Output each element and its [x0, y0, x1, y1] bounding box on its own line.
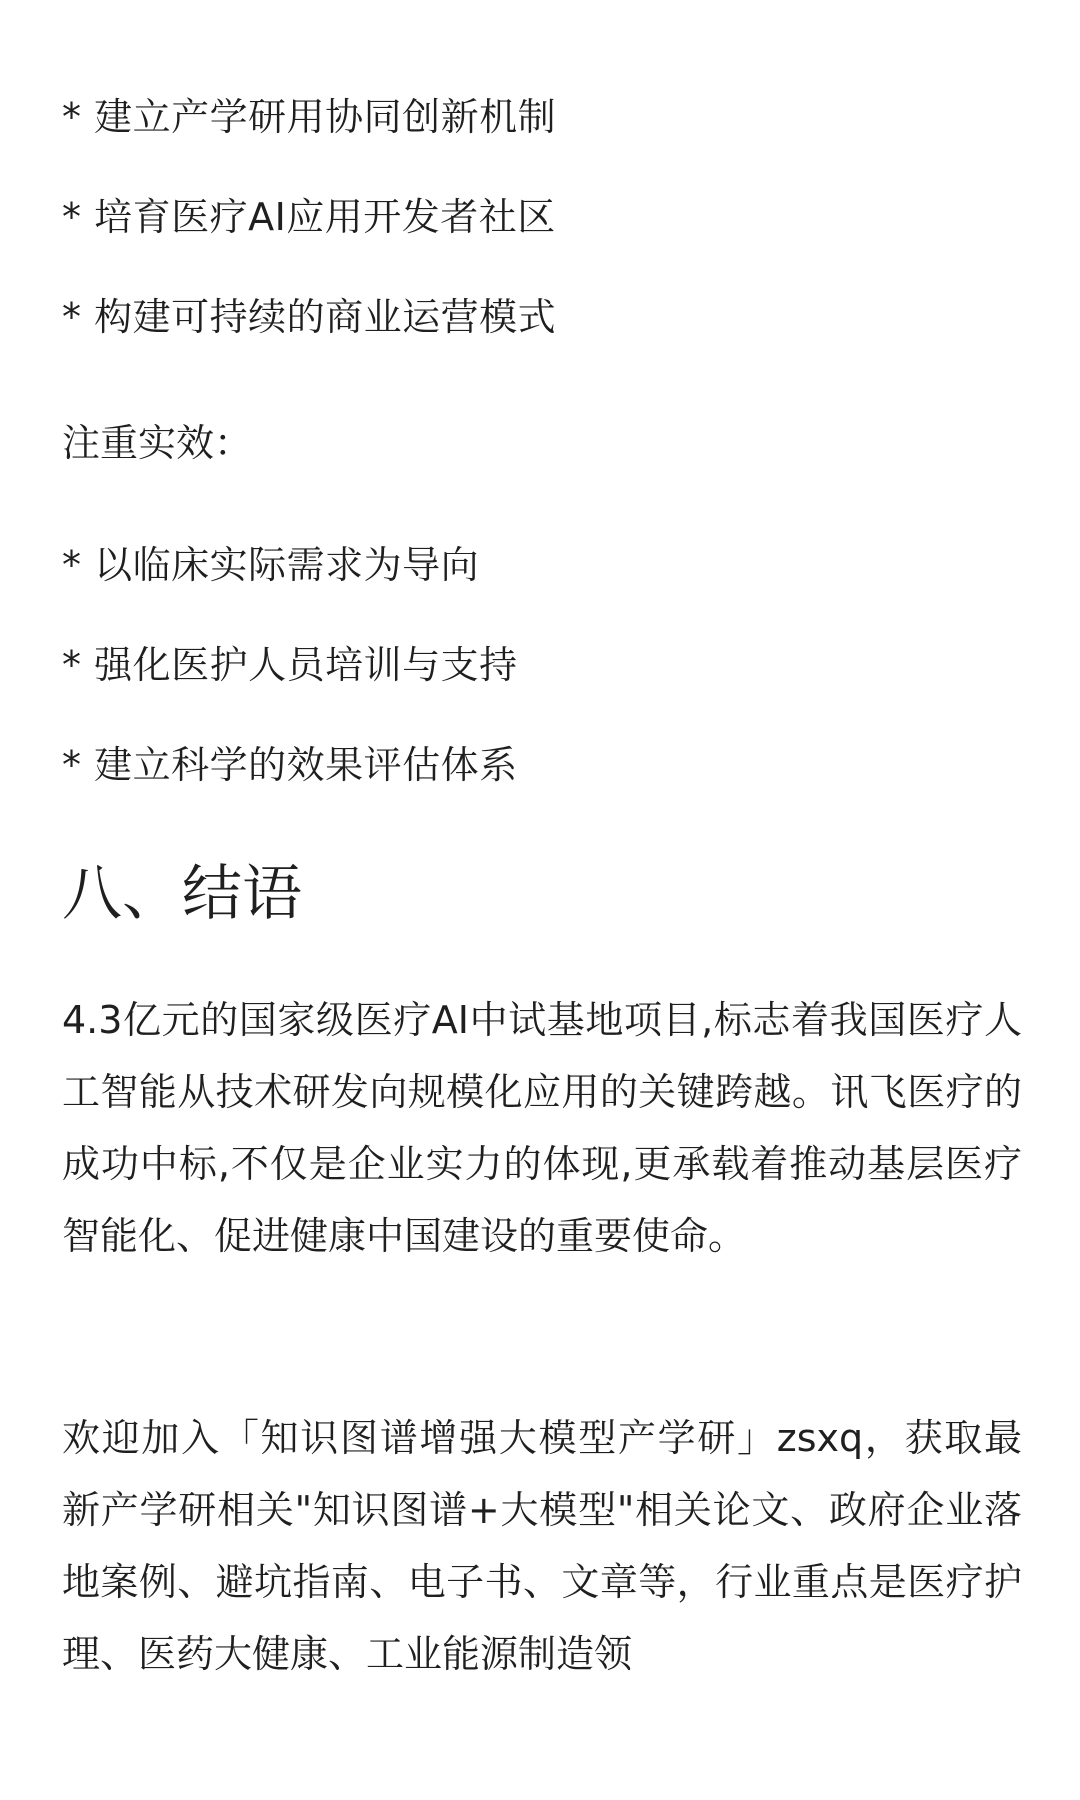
- section-heading: 八、结语: [62, 859, 302, 929]
- section-label: 注重实效：: [62, 421, 253, 465]
- conclusion-paragraph: 4.3亿元的国家级医疗AI中试基地项目,标志着我国医疗人工智能从技术研发向规模化应用的关键跨越。讯飞医疗的成功中标,不仅是企业实力的体现,更承载着推动基层医疗智能化、促进健康中国建设的重要使命。: [62, 998, 1022, 1258]
- promo-paragraph: 欢迎加入「知识图谱增强大模型产学研」zsxq，获取最新产学研相关"知识图谱+大模型"相关论文、政府企业落地案例、避坑指南、电子书、文章等，行业重点是医疗护理、医药大健康、工业能源制造领: [62, 1416, 1022, 1676]
- list-item: * 强化医护人员培训与支持: [62, 643, 518, 687]
- list-item: * 建立产学研用协同创新机制: [62, 95, 557, 139]
- list-item: * 以临床实际需求为导向: [62, 543, 480, 587]
- list-item: * 建立科学的效果评估体系: [62, 743, 518, 787]
- list-item: * 构建可持续的商业运营模式: [62, 295, 557, 339]
- list-item: * 培育医疗AI应用开发者社区: [62, 195, 556, 239]
